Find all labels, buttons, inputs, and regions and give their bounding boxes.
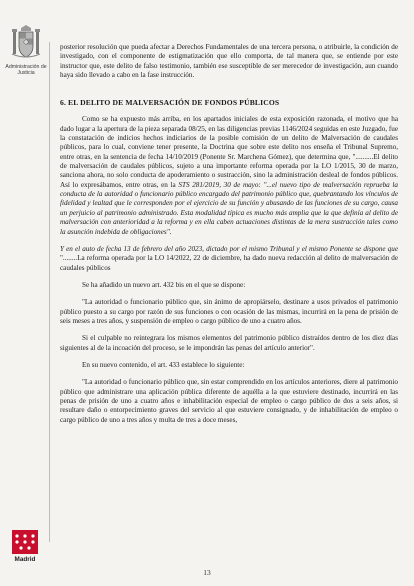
spain-coat-of-arms-icon	[9, 24, 43, 62]
paragraph-doctrine	[60, 115, 398, 236]
page-number: 13	[203, 568, 211, 577]
quote-432-bis-2: Si el culpable no reintegrara los mismos elementos del patrimonio público distraídos dentro de los diez días siguientes al de la incoación del proceso, se le impondrán las penas del artículo anterior".	[60, 334, 398, 352]
doctrine-quote: STS 281/2019, 30 de mayo: "...el nuevo tipo de malversación reprueba la conducta de la autoridad o funcionario público encargado del patrimonio público que, quebrantando los vínculos de fidelidad y lealtad que le corresponden por el ejercicio de su función y abusando de las funciones de su cargo, causa un perjuicio al patrimonio administrado. Esta modalidad típica es mucho más amplia que la que definía al delito de malversación con anterioridad a la reforma y en ella caben actuaciones distintas de la mera sustracción tales como la asunción indebida de obligaciones".	[60, 180, 398, 236]
auto-intro: Y en el auto de fecha 13 de febrero del año 2023, dictado por el mismo Tribunal y el mismo Ponente se dispone que	[60, 244, 398, 253]
agency-label: Administración de Justicia	[5, 64, 47, 76]
paragraph-art-432: Se ha añadido un nuevo art. 432 bis en el que se dispone:	[82, 280, 246, 289]
document-body	[60, 43, 398, 425]
auto-text: "........La reforma operada por la LO 14/2022, 22 de diciembre, ha dado nueva redacción al delito de malversación de caudales públicos	[60, 254, 398, 272]
doctrine-text: Como se ha expuesto más arriba, en los apartados iniciales de esta exposición razonada, el motivo que ha dado lugar a la apertura de la pieza separada 08/25, en las diligencias previas 1146/2024 seguidas en este Juzgado, fue la constatación de indicios hechos indiciarios de la posible comisión de un delito de Malversación de caudales públicos, para lo cual, conviene tener presente, la Doctrina que sobre este delito nos enseña el Tribunal Supremo, entre otras, en la sentencia de fecha 14/10/2019 (Ponente Sr. Marchena Gómez), que determina que, "..........El delito de malversación de caudales públicos, sujeto a una importante reforma operada por la LO 1/2015, 30 de marzo, sanciona ahora, no solo conducta de apoderamiento o sustracción, sino la administración desleal de fondos públicos. Así lo expresábamos, entre otras, en la	[60, 115, 398, 189]
paragraph-art-433: En su nuevo contenido, el art. 433 establece lo siguiente:	[82, 360, 245, 369]
margin-rule	[49, 42, 50, 542]
comunidad-de-madrid-stars-icon	[12, 530, 38, 554]
quote-433: "La autoridad o funcionario público que, sin estar comprendido en los artículos anteriores, diere al patrimonio público que administrare una aplicación pública diferente de aquélla a la que estuviere destinado, incurrirá en las penas de prisión de uno a cuatro años e inhabilitación especial de empleo o cargo público de dos a seis años, si resultare daño o entorpecimiento graves del servicio al que estuviere consignado, y de inhabilitación de empleo o cargo público de uno a tres años y multa de tres a doce meses,	[60, 378, 398, 424]
madrid-label: Madrid	[14, 556, 36, 563]
paragraph-intro: posterior resolución que pueda afectar a Derechos Fundamentales de una tercera persona, o atribuirle, la condición de investigado, con el componente de estigmatización que ello comporta, de tal manera que, se entiende por este instructor que, este delito de falso testimonio, también ese susceptible de ser merecedor de investigación, aun cuando haya sido llevado a cabo en la fase instrucción.	[60, 43, 398, 80]
section-heading: 6. EL DELITO DE MALVERSACIÓN DE FONDOS PÚBLICOS	[60, 98, 280, 108]
paragraph-auto	[60, 245, 398, 273]
quote-432-bis: "La autoridad o funcionario público que, sin ánimo de apropiárselo, destinare a usos privados el patrimonio público puesto a su cargo por razón de sus funciones o con ocasión de las mismas, incurrirá en la pena de prisión de seis meses a tres años, y suspensión de empleo o cargo público de uno a cuatro años.	[60, 298, 398, 325]
